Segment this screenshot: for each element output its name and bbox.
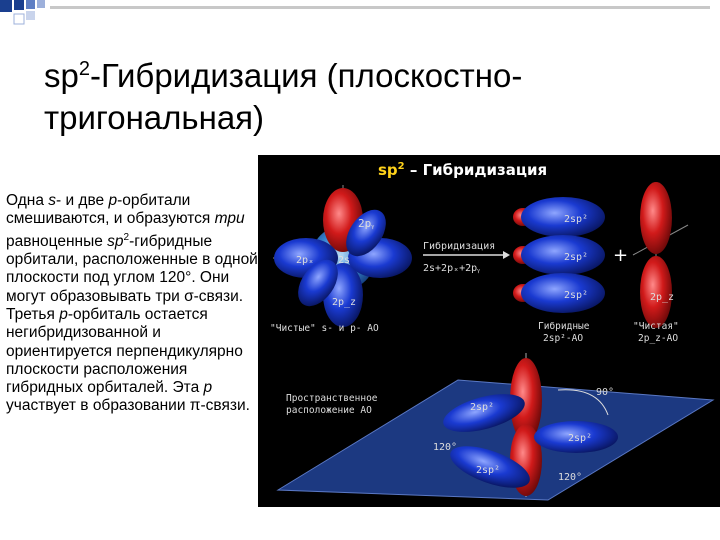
hybridization-arrow — [423, 240, 510, 274]
pure-orbitals-diagram — [270, 185, 412, 334]
label-2px: 2pₓ — [296, 255, 315, 266]
svg-text:2sp²: 2sp² — [470, 402, 495, 413]
angle-120-bottom: 120° — [558, 472, 583, 483]
caption-hybrid-1: Гибридные — [538, 321, 590, 332]
hybridization-figure — [258, 155, 720, 507]
caption-pure-ao: "Чистые" s- и p- АО — [270, 323, 379, 334]
page-title: $sp^2$-Гибридизация (плоскостно-тригональная) — [44, 57, 523, 136]
pz-orbital-diagram — [633, 182, 688, 344]
hybrid-orbitals-diagram — [513, 197, 628, 344]
arrow-label-bottom: 2s+2pₓ+2pᵧ — [423, 263, 480, 274]
svg-text:2sp²: 2sp² — [476, 465, 501, 476]
description-text: Одна s- и две p-орбитали смешиваются, и образуются три равноценные $sp^2$-гибридные орбитали, расположенные в одной плоскости под углом 120°. Они могут образовывать три σ-связи. Третья p-орбиталь остается негибридизованной и ориентируется перпендикулярно плоскости расположения гибридных орбиталей. Эта p участвует в образовании π-связи. — [6, 192, 258, 415]
label-2s: 2s — [338, 255, 351, 266]
caption-pure-pz-1: "Чистая" — [633, 321, 679, 332]
angle-120-left: 120° — [433, 442, 458, 453]
caption-spatial-2: расположение АО — [286, 405, 372, 416]
label-2py: 2pᵧ — [358, 217, 375, 230]
arrow-label-top: Гибридизация — [423, 241, 496, 252]
svg-text:2sp²: 2sp² — [564, 214, 589, 225]
label-2pz-left: 2p_z — [332, 297, 357, 308]
svg-text:2sp²: 2sp² — [564, 290, 589, 301]
caption-hybrid-2: 2sp²-АО — [543, 333, 584, 344]
caption-spatial-1: Пространственное — [286, 393, 378, 404]
figure-title: $sp^2$ – Гибридизация — [378, 161, 548, 179]
caption-pure-pz-2: 2p_z-АО — [638, 333, 679, 344]
plus-sign: + — [613, 245, 629, 266]
svg-text:2sp²: 2sp² — [568, 433, 593, 444]
angle-90: 90° — [596, 387, 615, 398]
svg-text:2p_z: 2p_z — [650, 292, 675, 303]
svg-text:2sp²: 2sp² — [564, 252, 589, 263]
spatial-arrangement-diagram — [278, 353, 713, 500]
corner-decoration — [0, 0, 720, 40]
